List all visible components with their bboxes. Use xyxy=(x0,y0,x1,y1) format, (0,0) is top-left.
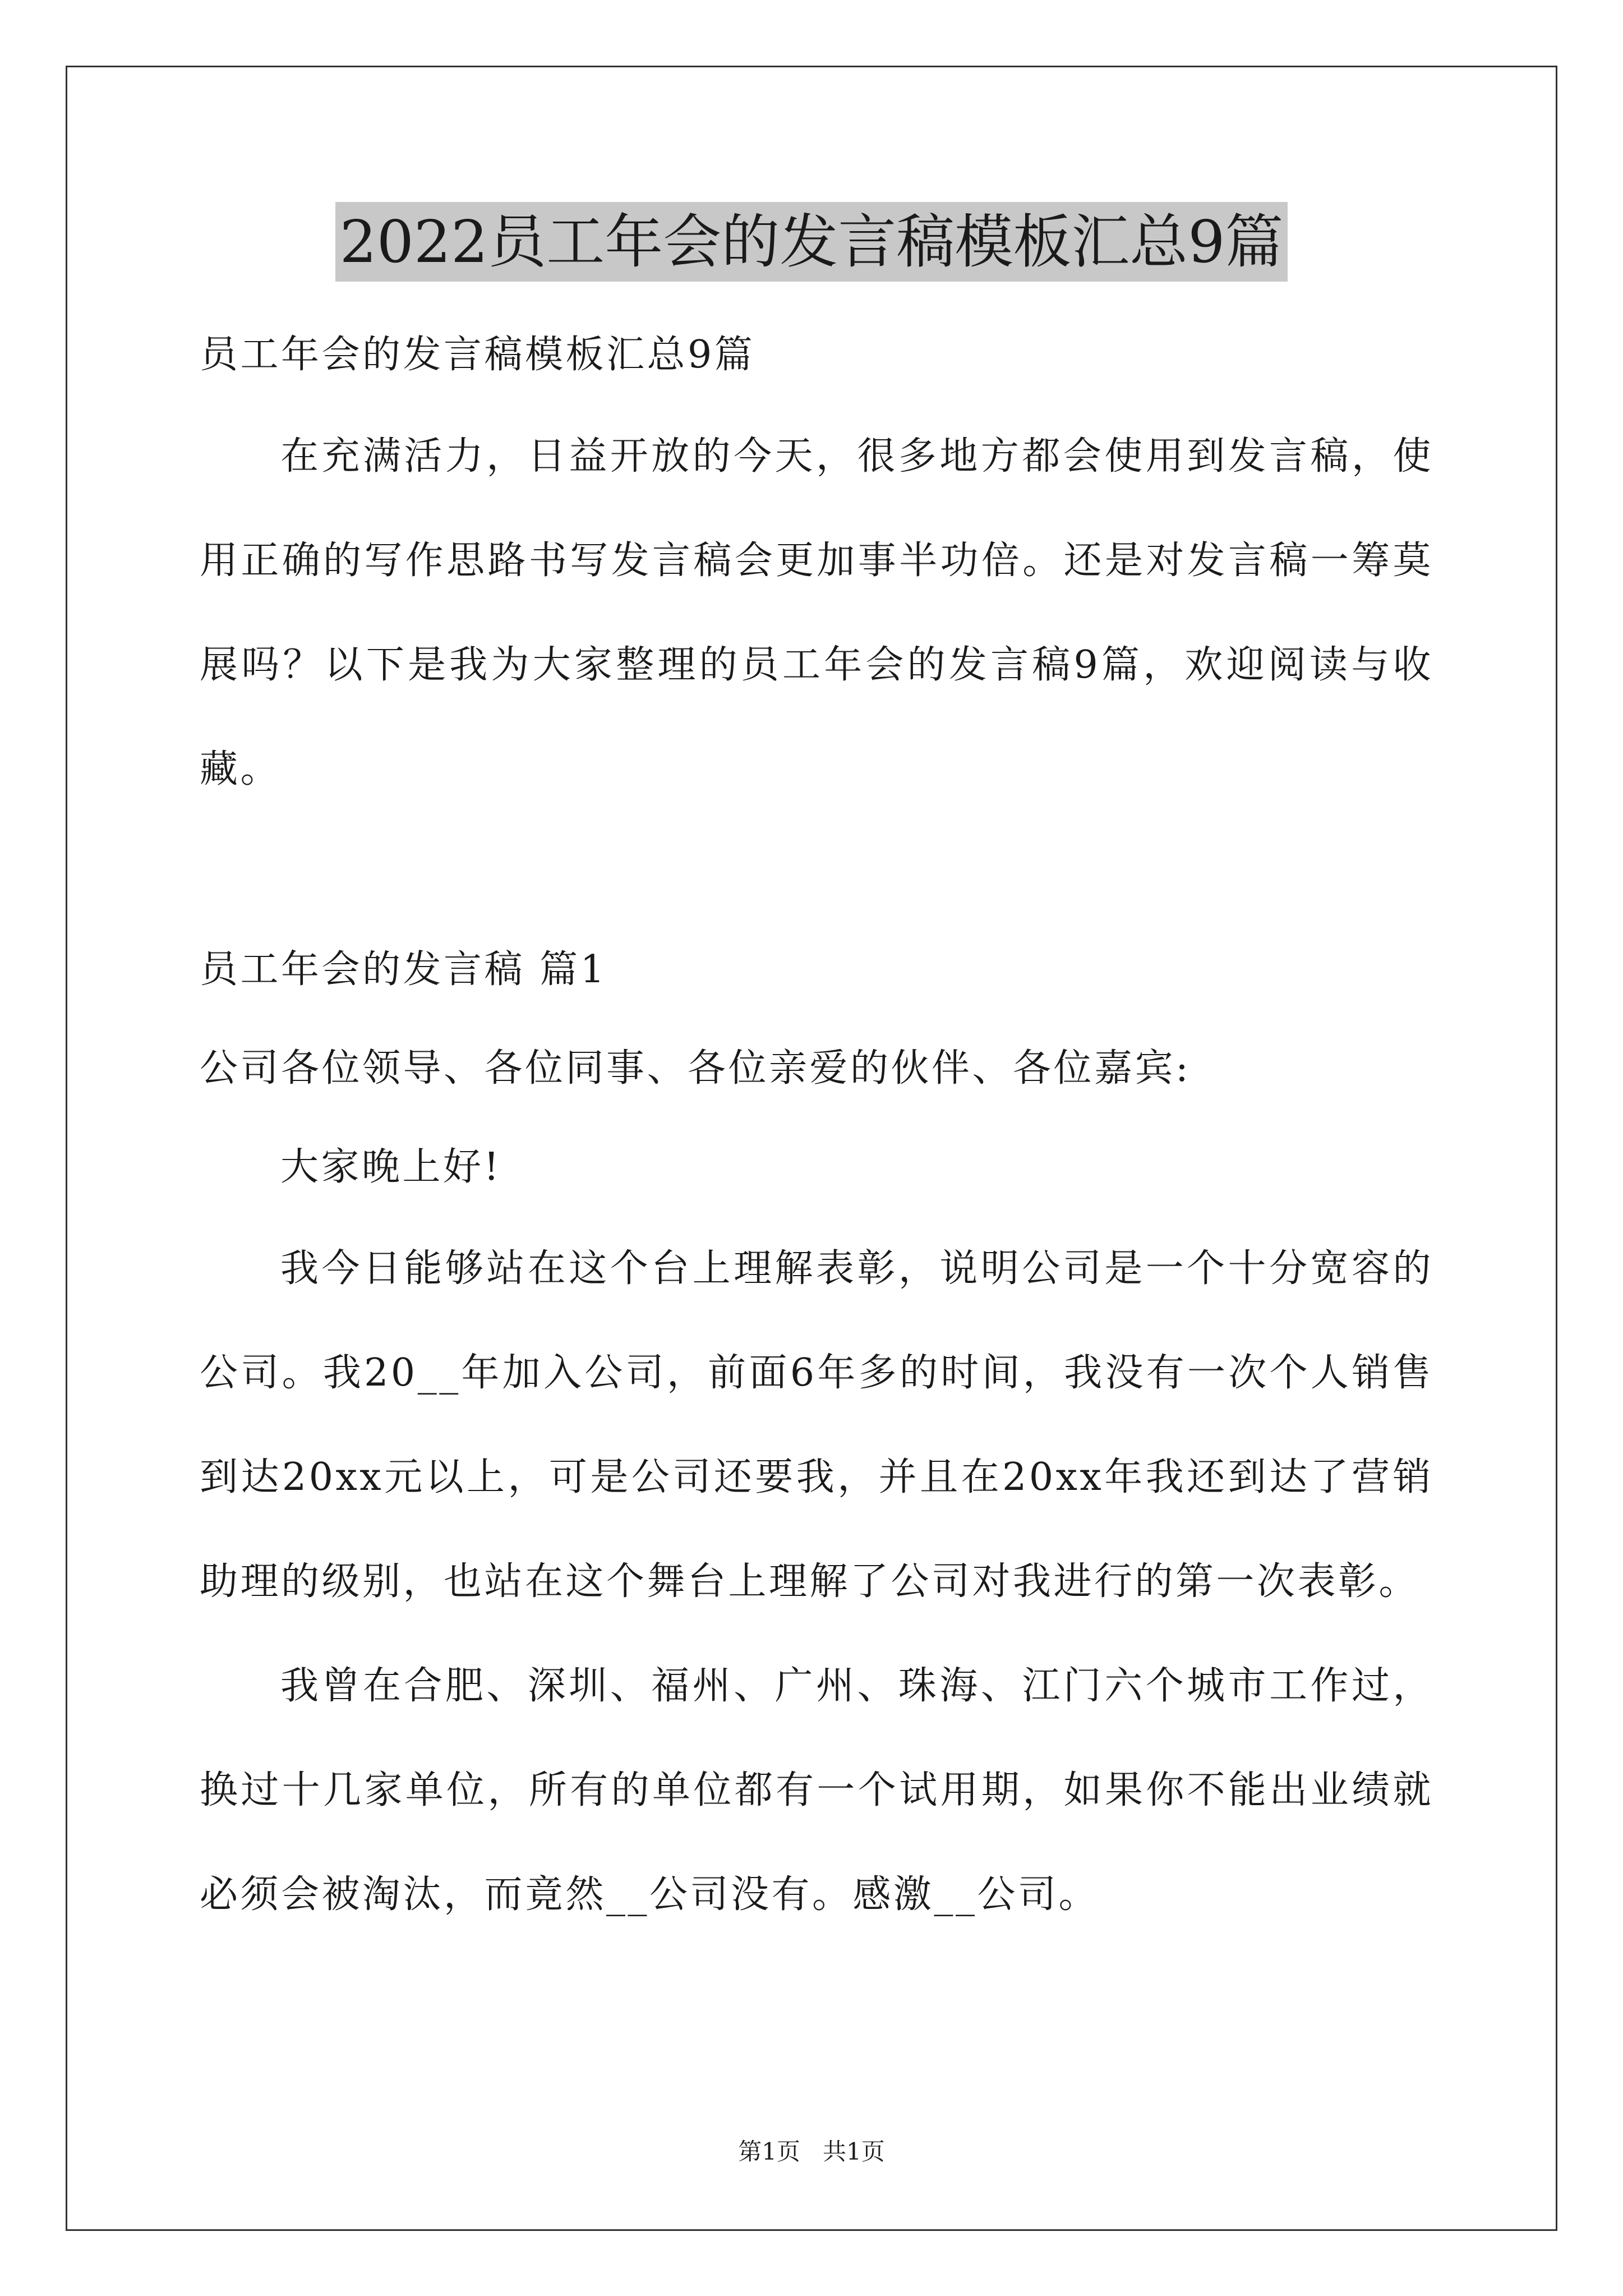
document-body xyxy=(200,306,1433,1947)
page-footer: 第1页 共1页 xyxy=(738,2138,885,2165)
greeting: 大家晚上好! xyxy=(280,1145,502,1189)
section-heading: 员工年会的发言稿 篇1 xyxy=(200,947,607,992)
salutation: 公司各位领导、各位同事、各位亲爱的伙伴、各位嘉宾: xyxy=(200,1046,1191,1091)
body-paragraph-2: 我曾在合肥、深圳、福州、广州、珠海、江门六个城市工作过，换过十几家单位，所有的单位都有一个试用期，如果你不能出业绩就必须会被淘汰，而竟然__公司没有。感激__公司。 xyxy=(200,1664,1433,1917)
title-wrap xyxy=(0,202,1623,282)
document-title: 2022员工年会的发言稿模板汇总9篇 xyxy=(335,202,1288,282)
document-subtitle: 员工年会的发言稿模板汇总9篇 xyxy=(200,333,755,377)
body-paragraph-1: 我今日能够站在这个台上理解表彰，说明公司是一个十分宽容的公司。我20__年加入公司，前面6年多的时间，我没有一次个人销售到达20xx元以上，可是公司还要我，并且在20xx年我还到达了营销助理的级别，也站在这个舞台上理解了公司对我进行的第一次表彰。 xyxy=(200,1246,1433,1604)
intro-paragraph: 在充满活力，日益开放的今天，很多地方都会使用到发言稿，使用正确的写作思路书写发言稿会更加事半功倍。还是对发言稿一筹莫展吗？以下是我为大家整理的员工年会的发言稿9篇，欢迎阅读与收藏。 xyxy=(200,434,1433,792)
